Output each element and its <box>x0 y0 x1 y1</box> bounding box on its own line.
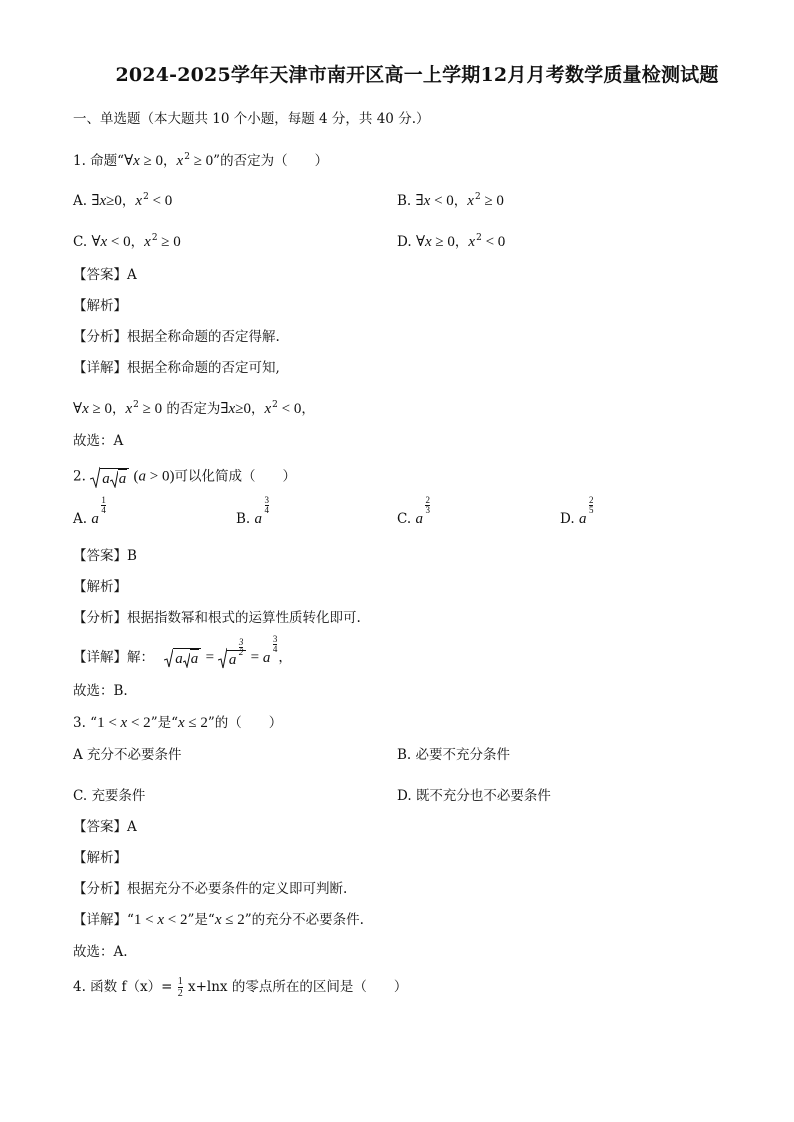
q1-analysis-heading: 【解析】 <box>73 298 127 314</box>
q3-fenxi: 【分析】根据充分不必要条件的定义即可判断. <box>73 881 348 897</box>
q1-option-d: D. ∀x ≥ 0，$x^2 < 0$ <box>397 233 506 250</box>
q2-option-c: C. a 2 3 <box>397 495 430 527</box>
q1-conclusion: 故选：A <box>73 433 124 449</box>
q3-option-a: A 充分不必要条件 <box>73 747 182 763</box>
q3-option-d: D. 既不充分也不必要条件 <box>397 788 551 804</box>
question-2-stem: 2. a a (a > 0)可以化简成（ ） <box>73 466 296 488</box>
question-1-stem: 1. 命题“∀x ≥ 0，$x^2 \ge 0$”的否定为（ ） <box>73 152 329 169</box>
q1-answer: 【答案】A <box>73 267 137 283</box>
q2-detail: 【详解】解： a a = a 3 2 = a 3 4 ， <box>73 633 292 668</box>
q2-option-d: D. a 2 5 <box>560 495 594 527</box>
q1-fenxi: 【分析】根据全称命题的否定得解. <box>73 329 280 345</box>
q2-option-a: A. a 1 4 <box>73 495 106 527</box>
page-title: 2024-2025学年天津市南开区高一上学期12月月考数学质量检测试题 <box>115 64 719 86</box>
nested-radical: a a <box>90 466 129 488</box>
q2-conclusion: 故选：B. <box>73 683 128 699</box>
q1-option-b: B. ∃x < 0，$x^2 \ge 0$ <box>397 192 504 209</box>
q2-fenxi: 【分析】根据指数幂和根式的运算性质转化即可. <box>73 610 361 626</box>
question-3-stem: 3. “1 < x < 2”是“x ≤ 2”的（ ） <box>73 715 283 731</box>
q3-xiangjie: 【详解】“1 < x < 2”是“x ≤ 2”的充分不必要条件. <box>73 912 364 928</box>
q1-option-c: C. ∀x < 0，$x^2 \ge 0$ <box>73 233 181 250</box>
q1-option-a: A. ∃x≥0，$x^2 < 0$ <box>73 192 173 209</box>
q3-conclusion: 故选：A. <box>73 944 128 960</box>
q2-answer: 【答案】B <box>73 548 137 564</box>
q2-analysis-heading: 【解析】 <box>73 579 127 595</box>
q1-detail-math: ∀x ≥ 0，$x^2 \ge 0$ 的否定为∃x≥0，$x^2 < 0$， <box>73 400 315 417</box>
q3-option-b: B. 必要不充分条件 <box>397 747 511 763</box>
section-heading: 一、单选题（本大题共 10 个小题，每题 4 分，共 40 分.） <box>73 111 430 127</box>
question-4-stem: 4. 函数 f（x）= $\frac{1}{2}$ x+lnx 的零点所在的区间是（ ） <box>73 976 408 999</box>
q3-option-c: C. 充要条件 <box>73 788 146 804</box>
q3-answer: 【答案】A <box>73 819 137 835</box>
q1-xiangjie: 【详解】根据全称命题的否定可知, <box>73 360 280 376</box>
q3-analysis-heading: 【解析】 <box>73 850 127 866</box>
q2-option-b: B. a 3 4 <box>236 495 270 527</box>
